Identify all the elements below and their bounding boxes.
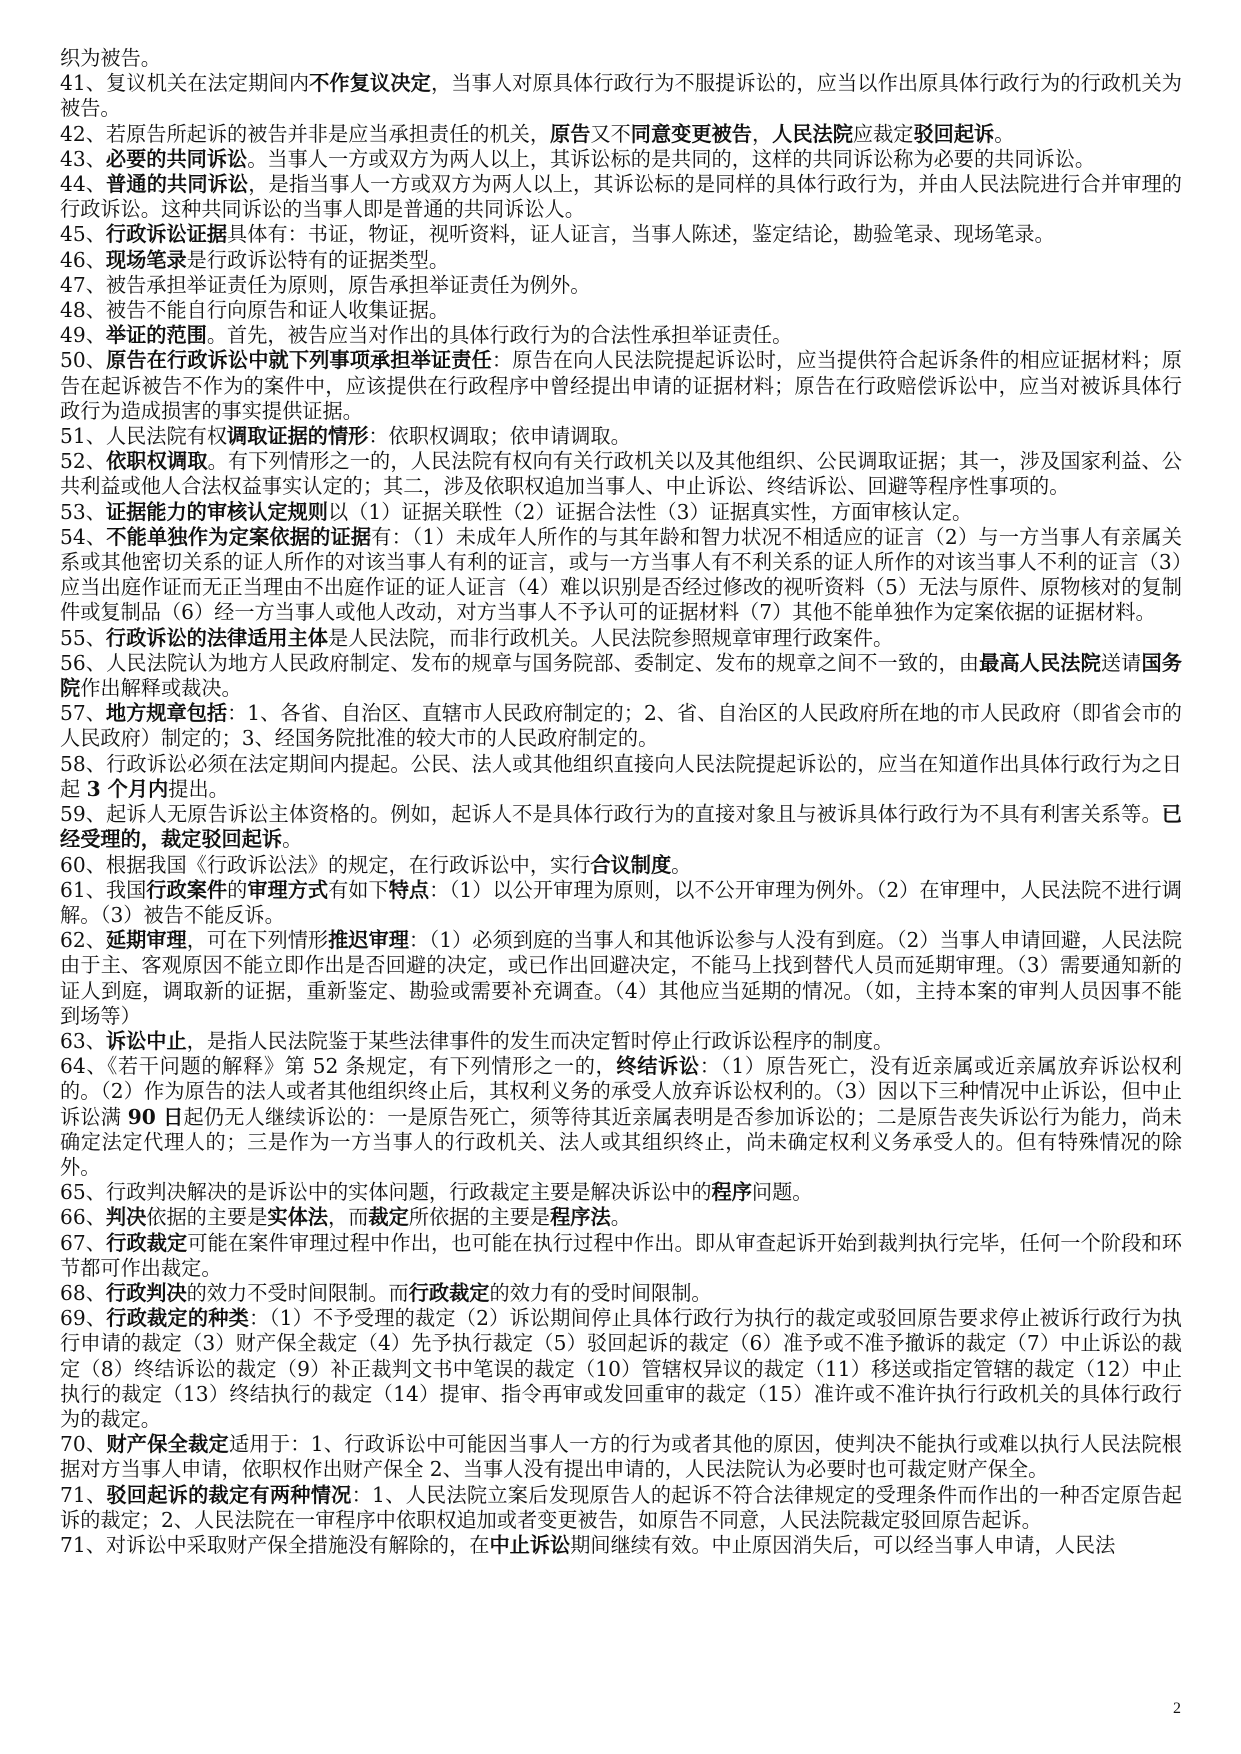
text-run: 的 [227, 877, 248, 902]
text-run: 又不 [590, 121, 631, 146]
bold-term: 行政裁定的种类 [106, 1306, 249, 1331]
text-run: 55、 [60, 625, 106, 650]
text-run: ：原告在向人民法院提起诉讼时，应当提供符合起诉条件的相应证据材料；原告在起诉被告不作为的案件中，应该提供在行政程序中曾经提出申请的证据材料；原告在行政赔偿诉讼中，应当对被诉具体行政行为造成损害的事实提供证据。 [60, 348, 1182, 423]
paragraph [60, 1205, 1182, 1230]
paragraph [60, 248, 1182, 273]
text-run: ，而 [328, 1205, 369, 1230]
text-run: 63、 [60, 1028, 106, 1053]
paragraph [60, 1029, 1182, 1054]
bold-term: 审理方式 [247, 877, 329, 902]
bold-term: 调取证据的情形 [227, 424, 369, 449]
text-run: 。首先，被告应当对作出的具体行政行为的合法性承担举证责任。 [206, 323, 793, 348]
text-run: 47、被告承担举证责任为原则，原告承担举证责任为例外。 [60, 272, 591, 297]
bold-term: 实体法 [267, 1205, 328, 1230]
text-run: 有如下 [328, 877, 389, 902]
bold-term: 诉讼中止 [105, 1028, 187, 1053]
text-run: ，当事人对原具体行政行为不服提诉讼的，应当以作出原具体行政行为的行政机关为被告。 [60, 71, 1182, 121]
text-run: 所依据的主要是 [408, 1205, 551, 1230]
text-run: 是行政诉讼特有的证据类型。 [186, 247, 450, 272]
bold-term: 合议制度 [590, 852, 672, 877]
paragraph [60, 147, 1182, 172]
paragraph [60, 701, 1182, 751]
bold-term: 依职权调取 [106, 449, 208, 474]
paragraph [60, 525, 1182, 626]
bold-term: 行政裁定 [408, 1280, 490, 1305]
paragraph [60, 1483, 1182, 1533]
bold-term: 行政裁定 [106, 1230, 188, 1255]
bold-term: 同意变更被告 [630, 121, 752, 146]
text-run: 56、人民法院认为地方人民政府制定、发布的规章与国务院部、委制定、发布的规章之间不一致的，由 [60, 650, 980, 675]
text-run: ：依职权调取；依申请调取。 [368, 424, 631, 449]
paragraph [60, 1054, 1182, 1180]
text-run: 。 [282, 827, 303, 852]
text-run: ：（1）原告死亡，没有近亲属或近亲属放弃诉讼权利的。（2）作为原告的法人或者其他组织终止后，其权利义务的承受人放弃诉讼权利的。（3）因以下三种情况中止诉讼，但中止诉讼满 [60, 1054, 1182, 1129]
bold-term: 必要的共同诉讼 [105, 146, 248, 171]
text-run: ， [751, 121, 773, 146]
text-run: ，可在下列情形 [186, 928, 329, 953]
bold-term: 行政诉讼的法律适用主体 [105, 625, 328, 650]
text-run: 71、 [60, 1482, 107, 1507]
text-run: 64、《若干问题的解释》第 52 条规定，有下列情形之一的， [60, 1054, 617, 1079]
text-run: ：（1）必须到庭的当事人和其他诉讼参与人没有到庭。（2）当事人申请回避，人民法院由于主、客观原因不能立即作出是否回避的决定，或已作出回避决定，不能马上找到替代人员而延期审理。（3）需要通知新的证人到庭，调取新的证据，重新鉴定、勘验或需要补充调查。（4）其他应当延期的情况。（如，主持本案的审判人员因事不能到场等） [60, 928, 1182, 1028]
paragraph [60, 802, 1182, 852]
text-run: 43、 [60, 146, 106, 171]
paragraph [60, 500, 1182, 525]
bold-term: 判决 [105, 1205, 147, 1230]
text-run: 45、 [60, 222, 106, 247]
text-run: 48、被告不能自行向原告和证人收集证据。 [60, 298, 450, 323]
paragraph [60, 298, 1182, 323]
text-run: 具体有：书证，物证，视听资料，证人证言，当事人陈述，鉴定结论，勘验笔录、现场笔录。 [227, 222, 1055, 247]
paragraph [60, 172, 1182, 222]
paragraph [60, 46, 1182, 71]
text-run: 送请 [1100, 650, 1142, 675]
bold-term: 原告在行政诉讼中就下列事项承担举证责任 [106, 348, 492, 373]
bold-term: 驳回起诉的裁定有两种情况 [106, 1482, 352, 1507]
paragraph [60, 323, 1182, 348]
text-run: 问题。 [751, 1180, 813, 1205]
paragraph [60, 1231, 1182, 1281]
bold-term: 财产保全裁定 [106, 1432, 229, 1457]
text-run: 。有下列情形之一的，人民法院有权向有关行政机关以及其他组织、公民调取证据；其一，涉及国家利益、公共利益或他人合法权益事实认定的；其二，涉及依职权追加当事人、中止诉讼、终结诉讼、回避等程序性事项的。 [60, 449, 1182, 499]
paragraph [60, 1180, 1182, 1205]
text-run: 42、若原告所起诉的被告并非是应当承担责任的机关， [60, 121, 551, 146]
document-body [60, 46, 1182, 1558]
bold-term: 原告 [550, 121, 591, 146]
bold-term: 驳回起诉 [913, 121, 995, 146]
text-run: 58、行政诉讼必须在法定期间内提起。公民、法人或其他组织直接向人民法院提起诉讼的，应当在知道作出具体行政行为之日起 [60, 751, 1182, 801]
paragraph [60, 1306, 1182, 1432]
bold-term: 普通的共同诉讼 [106, 172, 249, 197]
paragraph [60, 1533, 1182, 1558]
text-run: 。 [994, 121, 1015, 146]
text-run: 的效力不受时间限制。而 [186, 1280, 409, 1305]
text-run: 59、起诉人无原告诉讼主体资格的。例如，起诉人不是具体行政行为的直接对象且与被诉具体行政行为不具有利害关系等。 [60, 802, 1162, 827]
bold-term: 行政诉讼证据 [105, 222, 228, 247]
paragraph [60, 122, 1182, 147]
text-run: 应裁定 [852, 121, 914, 146]
text-run: 67、 [60, 1230, 107, 1255]
bold-term: 中止诉讼 [489, 1532, 571, 1557]
paragraph [60, 651, 1182, 701]
text-run: 可能在案件审理过程中作出，也可能在执行过程中作出。即从审查起诉开始到裁判执行完毕，任何一个阶段和环节都可作出裁定。 [60, 1230, 1182, 1280]
paragraph [60, 626, 1182, 651]
text-run: 49、 [60, 323, 106, 348]
bold-term: 国务院 [60, 650, 1182, 701]
bold-term: 举证的范围 [105, 323, 207, 348]
text-run: 66、 [60, 1205, 106, 1230]
text-run: 51、人民法院有权 [60, 424, 228, 449]
bold-term: 已经受理的，裁定驳回起诉 [60, 802, 1182, 852]
text-run: 69、 [60, 1306, 107, 1331]
bold-term: 不能单独作为定案依据的证据 [106, 524, 372, 549]
paragraph [60, 222, 1182, 247]
text-run: ：1、人民法院立案后发现原告人的起诉不符合法律规定的受理条件而作出的一种否定原告起诉的裁定；2、人民法院在一审程序中依职权追加或者变更被告，如原告不同意，人民法院裁定驳回原告起诉。 [60, 1482, 1182, 1532]
text-run: 期间继续有效。中止原因消失后，可以经当事人申请，人民法 [570, 1532, 1116, 1557]
text-run: 61、我国 [60, 877, 147, 902]
text-run: 是人民法院，而非行政机关。人民法院参照规章审理行政案件。 [327, 625, 894, 650]
paragraph [60, 752, 1182, 802]
text-run: 60、根据我国《行政诉讼法》的规定，在行政诉讼中，实行 [60, 852, 591, 877]
bold-term: 证据能力的审核认定规则 [105, 499, 328, 524]
text-run: 提出。 [168, 776, 229, 801]
text-run: 以（1）证据关联性（2）证据合法性（3）证据真实性，方面审核认定。 [327, 499, 973, 524]
bold-term: 人民法院 [772, 121, 853, 146]
text-run: 有：（1）未成年人所作的与其年龄和智力状况不相适应的证言（2）与一方当事人有亲属关系或其他密切关系的证人所作的对该当事人有利的证言，或与一方当事人有不利关系的证人所作的对该当事人不利的证言（3）应当出庭作证而无正当理由不出庭作证的证人证言（4）难以识别是否经过修改的视听资料（5）无法与原件、原物核对的复制件或复制品（6）经一方当事人或他人改动，对方当事人不予认可的证据材料（7）其他不能单独作为定案依据的证据材料。 [60, 524, 1182, 625]
bold-term: 程序 [711, 1180, 752, 1205]
text-run: 65、行政判决解决的是诉讼中的实体问题，行政裁定主要是解决诉讼中的 [60, 1180, 712, 1205]
bold-term: 推迟审理 [328, 928, 409, 953]
bold-term: 最高人民法院 [979, 650, 1101, 675]
text-run: ：1、各省、自治区、直辖市人民政府制定的；2、省、自治区的人民政府所在地的市人民政府（即省会市的人民政府）制定的；3、经国务院批准的较大市的人民政府制定的。 [60, 701, 1182, 751]
text-run: 适用于：1、行政诉讼中可能因当事人一方的行为或者其他的原因，使判决不能执行或难以执行人民法院根据对方当事人申请，依职权作出财产保全 2、当事人没有提出申请的，人民法院认为必要时也可裁定财产保全。 [60, 1432, 1182, 1482]
bold-term: 延期审理 [105, 928, 187, 953]
bold-term: 行政判决 [105, 1280, 187, 1305]
bold-term: 地方规章包括 [105, 701, 228, 726]
text-run: 。 [610, 1205, 631, 1230]
text-run: 44、 [60, 172, 107, 197]
paragraph [60, 878, 1182, 928]
bold-term: 裁定 [368, 1205, 409, 1230]
text-run: 70、 [60, 1432, 107, 1457]
text-run: 。 [671, 852, 692, 877]
text-run: 53、 [60, 499, 106, 524]
text-run: 50、 [60, 348, 107, 373]
text-run: 41、复议机关在法定期间内 [60, 71, 310, 96]
text-run: 作出解释或裁决。 [80, 676, 242, 701]
text-run: 织为被告。 [60, 46, 161, 70]
paragraph [60, 853, 1182, 878]
paragraph [60, 71, 1182, 121]
text-run: ：（1）以公开审理为原则，以不公开审理为例外。（2）在审理中，人民法院不进行调解。（3）被告不能反诉。 [60, 877, 1182, 927]
bold-term: 终结诉讼 [616, 1054, 700, 1079]
text-run: 54、 [60, 524, 107, 549]
text-run: 52、 [60, 449, 107, 474]
paragraph [60, 348, 1182, 424]
page-number: 2 [1173, 1700, 1181, 1717]
bold-term: 行政案件 [146, 877, 228, 902]
text-run: ，是指当事人一方或双方为两人以上，其诉讼标的是同样的具体行政行为，并由人民法院进行合并审理的行政诉讼。这种共同诉讼的当事人即是普通的共同诉讼人。 [60, 172, 1182, 222]
paragraph [60, 1281, 1182, 1306]
paragraph [60, 1432, 1182, 1482]
text-run: 的效力有的受时间限制。 [489, 1280, 712, 1305]
text-run: ：（1）不予受理的裁定（2）诉讼期间停止具体行政行为执行的裁定或驳回原告要求停止被诉行政行为执行申请的裁定（3）财产保全裁定（4）先予执行裁定（5）驳回起诉的裁定（6）准予或不准予撤诉的裁定（7）中止诉讼的裁定（8）终结诉讼的裁定（9）补正裁判文书中笔误的裁定（10）管辖权异议的裁定（11）移送或指定管辖的裁定（12）中止执行的裁定（13）终结执行的裁定（14）提审、指令再审或发回重审的裁定（15）准许或不准许执行行政机关的具体行政行为的裁定。 [60, 1306, 1182, 1431]
text-run: 46、 [60, 247, 106, 272]
text-run: 62、 [60, 928, 106, 953]
paragraph [60, 424, 1182, 449]
paragraph [60, 273, 1182, 298]
paragraph [60, 449, 1182, 499]
bold-term: 3 个月内 [86, 776, 169, 801]
text-run: 起仍无人继续诉讼的：一是原告死亡，须等待其近亲属表明是否参加诉讼的；二是原告丧失诉讼行为能力，尚未确定法定代理人的；三是作为一方当事人的行政机关、法人或其组织终止，尚未确定权利义务承受人的。但有特殊情况的除外。 [60, 1104, 1182, 1179]
text-run: ，是指人民法院鉴于某些法律事件的发生而决定暂时停止行政诉讼程序的制度。 [186, 1028, 894, 1053]
text-run: 68、 [60, 1280, 106, 1305]
paragraph [60, 928, 1182, 1029]
text-run: 依据的主要是 [146, 1205, 268, 1230]
text-run: 57、 [60, 701, 106, 726]
text-run: 。当事人一方或双方为两人以上，其诉讼标的是共同的，这样的共同诉讼称为必要的共同诉讼。 [247, 146, 1096, 171]
bold-term: 程序法 [550, 1205, 611, 1230]
bold-term: 90 日 [127, 1104, 184, 1129]
bold-term: 特点 [388, 877, 430, 902]
bold-term: 现场笔录 [105, 247, 187, 272]
bold-term: 不作复议决定 [309, 71, 431, 96]
text-run: 71、对诉讼中采取财产保全措施没有解除的，在 [60, 1532, 490, 1557]
